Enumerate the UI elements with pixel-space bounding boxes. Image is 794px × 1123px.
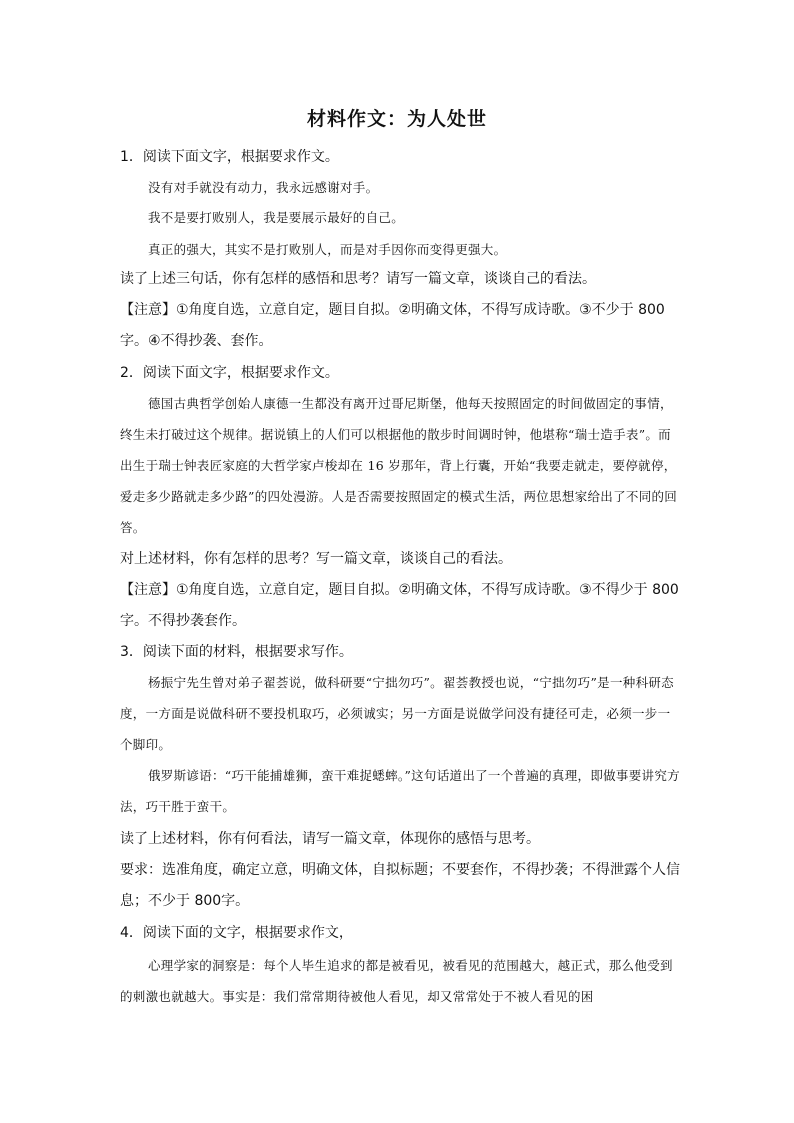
q1-note: 【注意】①角度自选，立意自定，题目自拟。②明确文体，不得写成诗歌。③不少于 800 字。④不得抄袭、套作。: [120, 302, 665, 349]
q1-prompt: 读了上述三句话，你有怎样的感悟和思考？请写一篇文章，谈谈自己的看法。: [120, 271, 596, 287]
q3-material-2: 俄罗斯谚语：“巧干能捕雄狮，蛮干难捉蟋蟀。”这句话道出了一个普遍的真理，即做事要讲究方法，巧干胜于蛮干。: [120, 768, 680, 814]
q4-material: 心理学家的洞察是：每个人毕生追求的都是被看见，被看见的范围越大，越正式，那么他受到的刺激也就越大。事实是：我们常常期待被他人看见，却又常常处于不被人看见的困: [120, 958, 673, 1004]
q2-note: 【注意】①角度自选，立意自定，题目自拟。②明确文体，不得写成诗歌。③不得少于 800 字。不得抄袭套作。: [120, 582, 679, 629]
q1-quote-1: 没有对手就没有动力，我永远感谢对手。: [148, 180, 379, 195]
q3-prompt: 读了上述材料，你有何看法，请写一篇文章，体现你的感悟与思考。: [120, 831, 540, 847]
q2-prompt: 对上述材料，你有怎样的思考？写一篇文章，谈谈自己的看法。: [120, 551, 512, 567]
page-title: 材料作文：为人处世: [306, 108, 487, 130]
q3-note: 要求：选准角度，确定立意，明确文体，自拟标题；不要套作，不得抄袭；不得泄露个人信息；不少于 800字。: [120, 862, 680, 909]
q1-quote-3: 真正的强大，其实不是打败别人，而是对手因你而变得更强大。: [148, 242, 507, 257]
q2-material: 德国古典哲学创始人康德一生都没有离开过哥尼斯堡，他每天按照固定的时间做固定的事情，终生未打破过这个规律。据说镇上的人们可以根据他的散步时间调时钟，他堪称“瑞士造手表”。而出生于瑞士钟表匠家庭的大哲学家卢梭却在 16 岁那年，背上行囊，开始“我要走就走，要停就停，爱走多少路就走多少路”的四处漫游。人是否需要按照固定的模式生活，两位思想家给出了不同的回答。: [120, 396, 678, 535]
q3-heading: 3．阅读下面的材料，根据要求写作。: [120, 644, 353, 660]
q1-heading: 1．阅读下面文字，根据要求作文。: [120, 149, 339, 165]
q4-heading: 4．阅读下面的文字，根据要求作文，: [120, 925, 353, 941]
q1-quote-2: 我不是要打败别人，我是要展示最好的自己。: [148, 210, 405, 225]
q3-material-1: 杨振宁先生曾对弟子翟荟说，做科研要“宁拙勿巧”。翟荟教授也说，“宁拙勿巧”是一种科研态度，一方面是说做科研不要投机取巧，必须诚实；另一方面是说做学问没有捷径可走，必须一步一个脚印。: [120, 675, 674, 752]
q2-heading: 2．阅读下面文字，根据要求作文。: [120, 365, 339, 381]
